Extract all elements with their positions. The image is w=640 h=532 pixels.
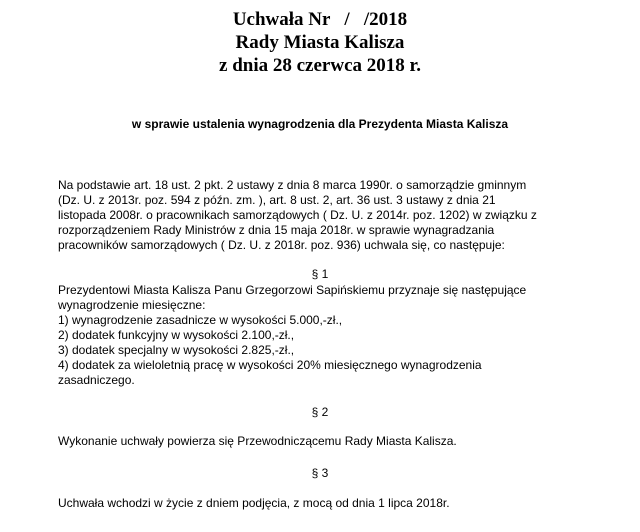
preamble-line: Na podstawie art. 18 ust. 2 pkt. 2 ustawy z dnia 8 marca 1990r. o samorządzie gminnym xyxy=(58,178,527,192)
section-1-line: Prezydentowi Miasta Kalisza Panu Grzegorzowi Sapińskiemu przyznaje się następujące xyxy=(58,283,527,297)
section-2-mark: § 2 xyxy=(311,405,329,419)
resolution-header xyxy=(0,8,640,77)
section-1-line: wynagrodzenie miesięczne: xyxy=(58,298,206,312)
preamble-line: (Dz. U. z 2013r. poz. 594 z późn. zm. ), art. 8 ust. 2, art. 36 ust. 3 ustawy z dnia 21 xyxy=(58,193,496,207)
resolution-date: z dnia 28 czerwca 2018 r. xyxy=(219,55,421,76)
preamble-line: pracowników samorządowych ( Dz. U. z 2018r. poz. 936) uchwala się, co następuje: xyxy=(58,238,505,252)
section-2-body: Wykonanie uchwały powierza się Przewodniczącemu Rady Miasta Kalisza. xyxy=(58,434,457,448)
preamble-line: listopada 2008r. o pracownikach samorządowych ( Dz. U. z 2014r. poz. 1202) w związku z xyxy=(58,208,537,222)
legal-basis-paragraph xyxy=(58,178,618,253)
section-3-mark: § 3 xyxy=(311,466,329,480)
salary-item: 1) wynagrodzenie zasadnicze w wysokości 5.000,-zł., xyxy=(58,313,343,327)
section-3-body: Uchwała wchodzi w życie z dniem podjęcia, z mocą od dnia 1 lipca 2018r. xyxy=(58,496,450,510)
salary-item: 2) dodatek funkcyjny w wysokości 2.100,-zł., xyxy=(58,328,295,342)
salary-item: 4) dodatek za wieloletnią pracę w wysokości 20% miesięcznego wynagrodzenia xyxy=(58,358,482,372)
resolution-number: Uchwała Nr / /2018 xyxy=(232,9,408,30)
resolution-subject: w sprawie ustalenia wynagrodzenia dla Prezydenta Miasta Kalisza xyxy=(131,117,509,131)
section-1-mark: § 1 xyxy=(311,267,329,281)
section-1-line: zasadniczego. xyxy=(58,373,135,387)
section-1-body xyxy=(58,283,618,388)
preamble-line: rozporządzeniem Rady Ministrów z dnia 15 maja 2018r. w sprawie wynagradzania xyxy=(58,223,495,237)
council-name: Rady Miasta Kalisza xyxy=(235,32,405,53)
salary-item: 3) dodatek specjalny w wysokości 2.825,-zł., xyxy=(58,343,295,357)
